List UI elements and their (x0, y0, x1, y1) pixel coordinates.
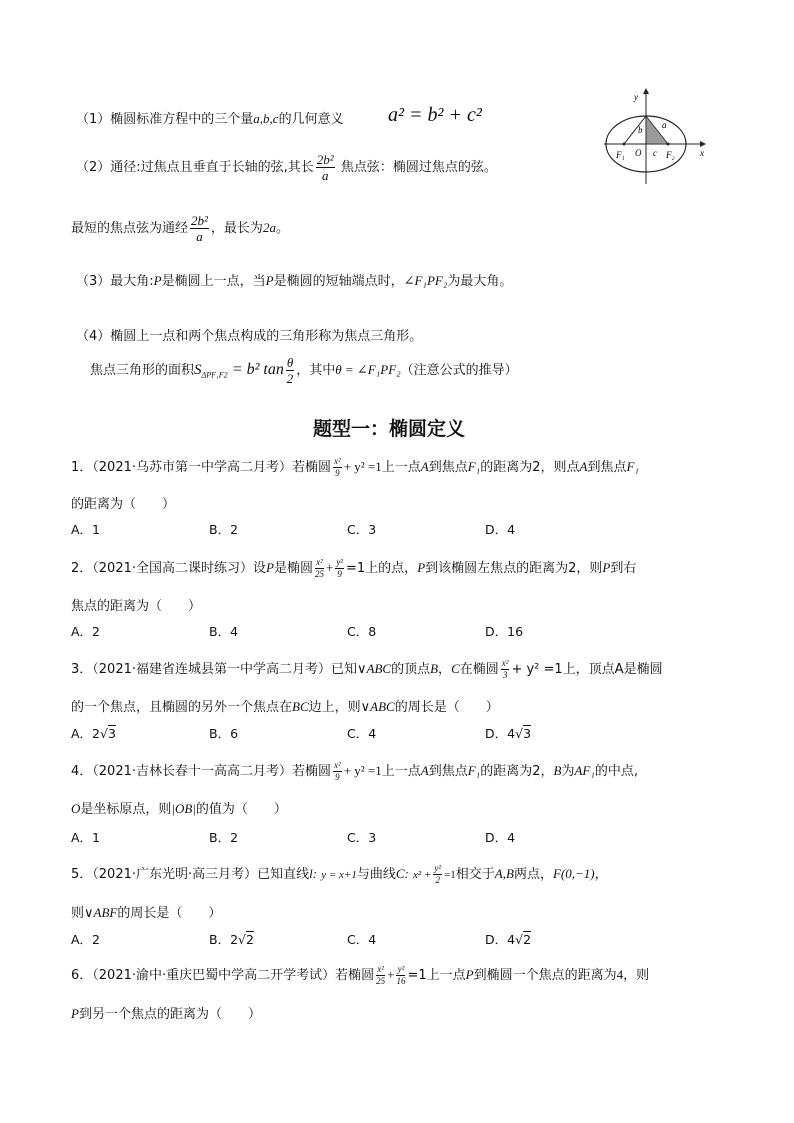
question-4-line-1: 4．（2021·吉林长春十一高高二月考）若椭圆 $\frac{\text{x²}}{9}$ + y² =1上一点A到焦点F₁的距离为2，B为AF₁的中点, (71, 760, 638, 782)
question-3-line-2: 的一个焦点，且椭圆的另外一个焦点在BC边上，则∨ABC的周长是（ ） (71, 699, 499, 715)
q5-option-b: B．2√2 (209, 932, 254, 947)
question-6-line-2: P到另一个焦点的距离为（ ） (71, 1006, 261, 1022)
q3-option-a: A．2√3 (71, 726, 116, 741)
x-label: x (700, 148, 704, 158)
note-2 (76, 153, 497, 182)
note-5: 焦点三角形的面积$S_{\Delta PF_1F2} = b^2$ tan $\frac{\theta}{2}$ ，其中θ = ∠F₁PF₂（注意公式的推导） (90, 355, 518, 386)
question-4-line-2: O是坐标原点，则|OB|的值为（ ） (71, 801, 287, 817)
note-4: （4）椭圆上一点和两个焦点构成的三角形称为焦点三角形。 (76, 329, 423, 344)
note-1-vars: a,b,c (253, 111, 279, 126)
q3-option-b: B．6 (209, 726, 239, 741)
q2-option-d: D．16 (485, 624, 524, 639)
q4-option-a: A．1 (71, 830, 101, 845)
note-2-text: （2）通径:过焦点且垂直于长轴的弦,其长 (76, 160, 314, 175)
question-2-line-2: 焦点的距离为（ ） (71, 599, 202, 614)
q5-option-a: A．2 (71, 932, 101, 947)
q5-fraction: $\frac{\text{y²}}{2}$ (434, 863, 442, 885)
q4-option-c: C．3 (347, 830, 377, 845)
f2-label: F₂ (666, 150, 675, 160)
q2-option-c: C．8 (347, 624, 377, 639)
note-2-tail: 焦点弦：椭圆过焦点的弦。 (340, 160, 497, 175)
segment-pf1 (624, 116, 646, 144)
q1-option-c: C．3 (347, 522, 377, 537)
note-1-tail: 的几何意义 (278, 112, 344, 127)
focus-f1-point (623, 143, 626, 146)
q2-fraction-2: $\frac{\text{y²}}{9}$ (336, 557, 344, 579)
focus-f2-point (667, 143, 670, 146)
y-axis-arrow (643, 88, 649, 94)
note-5-fraction: $\frac{\theta}{2}$ (286, 355, 294, 386)
question-5-line-1: 5．（2021·广东光明·高三月考）已知直线l: y = x+1与曲线C: x² + $\frac{\text{y²}}{2}$ =1相交于A,B两点，F(0,−1)， (71, 863, 608, 885)
a-label: a (662, 120, 667, 130)
q6-fraction-1: $\frac{\text{x²}}{25}$ (376, 964, 386, 986)
question-3-line-1: 3．（2021·福建省连城县第一中学高二月考）已知∨ABC的顶点B，C在椭圆 $\frac{\text{x²}}{3}$ + y² =1上，顶点A是椭圆 (71, 658, 663, 680)
q5-option-c: C．4 (347, 932, 377, 947)
q2-fraction-1: $\frac{\text{x²}}{25}$ (314, 557, 324, 579)
f1-label: F₁ (616, 150, 625, 160)
q6-fraction-2: $\frac{\text{y²}}{16}$ (396, 964, 406, 986)
question-1-line-2: 的距离为（ ） (71, 497, 176, 512)
question-1-line-1: 1．（2021·乌苏市第一中学高二月考）若椭圆 $\frac{\text{x²}}{9}$ + y² =1上一点A到焦点F₁的距离为2，则点A到焦点F₁ (71, 456, 639, 478)
c-label: c (653, 148, 657, 158)
q3-option-d: D．4√3 (485, 726, 532, 741)
section-title: 题型一：椭圆定义 (313, 418, 466, 440)
q1-option-d: D．4 (485, 522, 516, 537)
note-2-fraction: $\frac{\text{2b²}}{a}$ (316, 152, 334, 183)
q4-option-d: D．4 (485, 830, 516, 845)
note-3: （3）最大角:P是椭圆上一点，当P是椭圆的短轴端点时，∠F₁PF₂为最大角。 (76, 273, 513, 289)
y-label: y (634, 92, 638, 102)
note-2b: 最短的焦点弦为通经 $\frac{\text{2b²}}{a}$ ，最长为2a。 (71, 213, 289, 244)
q4-fraction: $\frac{\text{x²}}{9}$ (334, 760, 341, 782)
q1-fraction: $\frac{\text{x²}}{9}$ (334, 456, 341, 478)
q4-option-b: B．2 (209, 830, 239, 845)
q3-option-c: C．4 (347, 726, 377, 741)
q2-option-b: B．4 (209, 624, 239, 639)
question-2-line-1: 2．（2021·全国高二课时练习）设P是椭圆 $\frac{\text{x²}}{25}$ + $\frac{\text{y²}}{9}$ =1上的点，P到该椭圆左焦点的距离为2，则P到右 (71, 557, 637, 579)
note-2b-text: 最短的焦点弦为通经 (71, 221, 189, 236)
note-1 (76, 108, 344, 127)
note-2b-fraction: $\frac{\text{2b²}}{a}$ (191, 213, 208, 244)
x-axis-arrow (700, 141, 706, 147)
note-1-formula: a² = b² + c² (388, 104, 482, 126)
q1-option-a: A．1 (71, 522, 101, 537)
question-6-line-1: 6．（2021·渝中·重庆巴蜀中学高二开学考试）若椭圆 $\frac{\text{x²}}{25}$ + $\frac{\text{y²}}{16}$ =1上一点P到椭圆一个焦点的距离为4，则 (71, 964, 650, 986)
question-5-line-2: 则∨ABF的周长是（ ） (71, 905, 222, 921)
b-label: b (638, 125, 643, 135)
q2-option-a: A．2 (71, 624, 101, 639)
q5-option-d: D．4√2 (485, 932, 532, 947)
q1-option-b: B．2 (209, 522, 239, 537)
ellipse-diagram (600, 86, 710, 188)
note-1-label: （1）椭圆标准方程中的三个量 (76, 112, 254, 127)
q3-fraction: $\frac{\text{x²}}{3}$ (501, 658, 509, 680)
o-label: O (635, 148, 642, 158)
